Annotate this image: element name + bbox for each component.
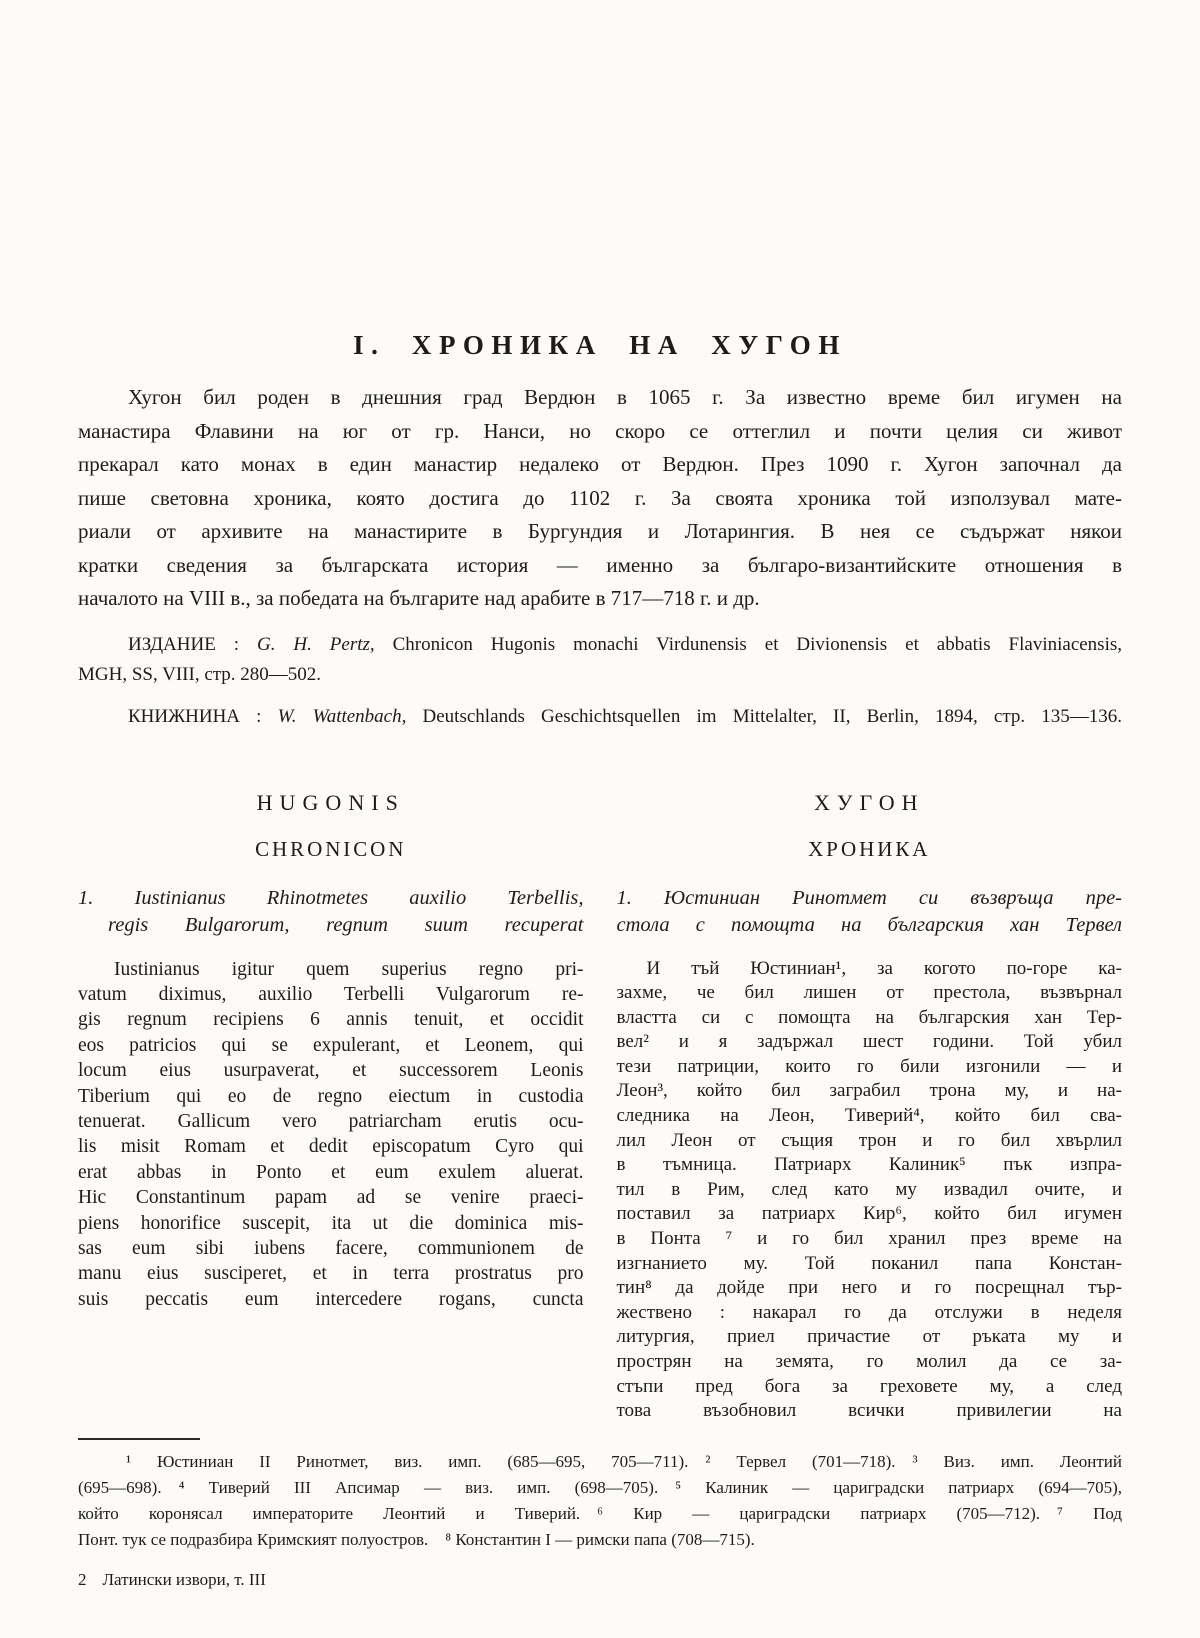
edition-reference [78, 630, 1122, 690]
footnote-separator-rule [78, 1438, 200, 1440]
latin-column [78, 790, 584, 1438]
two-column-text [78, 790, 1122, 1438]
bibliography-line [78, 702, 1122, 732]
page-content [78, 0, 1122, 1590]
latin-column-subheader: CHRONICON [255, 836, 407, 861]
bulgarian-body-text: И тъй Юстиниан¹, за когото по-горе ка- захме, че бил лишен от престола, възвърнал властта си с помощта на българския хан Тер- вел² и я задържал шест години. Той убил тези патриции, които го били изгонили — и Леон³, който бил заграбил трона му, и на- следника на Леон, Тиверий⁴, който бил сва- лил Леон от същия трон и го бил хвърлил в тъмница. Патриарх Калиник⁵ пък изпра- тил в Рим, след като му извадил очите, и поставил за патриарх Кир⁶, който бил игумен в Понта ⁷ и го бил хранил през време на изгнанието му. Той поканил папа Констан- тин⁸ да дойде при него и го посрещнал тър- жествено : накарал го да отслужи в неделя литургия, приел причастие от ръката му и прострян на земята, го молил да се за- стъпи пред бога за греховете му, а след това възобновил всички привилегии на [616, 957, 1122, 1422]
bulgarian-section-title: 1. Юстиниан Ринотмет си възвръща пре- стола с помощта на българския хан Тервел [616, 886, 1122, 936]
intro-paragraph: Хугон бил роден в днешния град Вердюн в 1065 г. За известно време бил игумен на манастира Флавини на юг от гр. Нанси, но скоро се оттеглил и почти целия си живот прекарал като монах в един манастир недалеко от Вердюн. През 1090 г. Хугон започнал да пише световна хроника, която достига до 1102 г. За своята хроника той използувал мате- риали от архивите на манастирите в Бургундия и Лотарингия. В нея се съдържат някои кратки сведения за българската история — именно за българо-византийските отношения в началото на VIII в., за победата на българите над арабите в 717—718 г. и др. [78, 385, 1122, 610]
bibliography-work: Deutschlands Geschichtsquellen im Mittelalter, II, Berlin, 1894, стр. 135—136. [422, 705, 1123, 727]
edition-line-1 [78, 630, 1122, 660]
bulgarian-column-header: ХУГОН [813, 789, 925, 815]
bulgarian-column-subheader: ХРОНИКА [808, 836, 931, 861]
footnotes-block: ¹ Юстиниан II Ринотмет, виз. имп. (685—695, 705—711). ² Тервел (701—718). ³ Виз. имп. Леонтий (695—698). ⁴ Тиверий III Апсимар — виз. имп. (698—705). ⁵ Калиник — цариградски патриарх (694—705), който коронясал императорите Леонтий и Тиверий. ⁶ Кир — цариградски патриарх (705—712). ⁷ Под Понт. тук се подразбира Кримският полуостров. ⁸ Константин I — римски папа (708—715). [78, 1451, 1122, 1549]
bibliography-label: КНИЖНИНА : [128, 705, 262, 727]
footer-signature-number: 2 [78, 1569, 87, 1589]
latin-section-title: 1. Iustinianus Rhinotmetes auxilio Terbellis, regis Bulgarorum, regnum suum recuperat [78, 886, 584, 936]
bibliography-reference [78, 702, 1122, 732]
page-title: I. ХРОНИКА НА ХУГОН [353, 330, 847, 360]
edition-line-2: MGH, SS, VIII, стр. 280—502. [78, 663, 322, 685]
bibliography-author: W. Wattenbach, [277, 705, 407, 727]
page-footer [78, 1570, 1122, 1590]
latin-column-header: HUGONIS [256, 789, 405, 815]
bulgarian-column [617, 790, 1123, 1438]
footer-series-title: Латински извори, т. III [102, 1569, 266, 1589]
edition-author: G. H. Pertz, [256, 633, 375, 655]
edition-work: Chronicon Hugonis monachi Virdunensis et Divionensis et abbatis Flaviniacensis, [392, 633, 1122, 655]
latin-body-text: Iustinianus igitur quem superius regno pri- vatum diximus, auxilio Terbelli Vulgarorum re- gis regnum recipiens 6 annis tenuit, et occidit eos patricios qui se expulerant, et Leonem, qui locum eius usurpaverat, et successorem Leonis Tiberium qui eo de regno eiectum in custodia tenuerat. Gallicum vero patriarcham erutis ocu- lis misit Romam et dedit episcopatum Cyro qui erat abbas in Ponto et eum exulem aluerat. Hic Constantinum papam ad se venire praeci- piens honorifice suscepit, ita ut die dominica mis- sas eum sibi iubens facere, communionem de manu eius susciperet, et in terra prostratus pro suis peccatis eum intercedere rogans, cuncta [78, 958, 584, 1310]
edition-label: ИЗДАНИЕ : [128, 633, 240, 655]
